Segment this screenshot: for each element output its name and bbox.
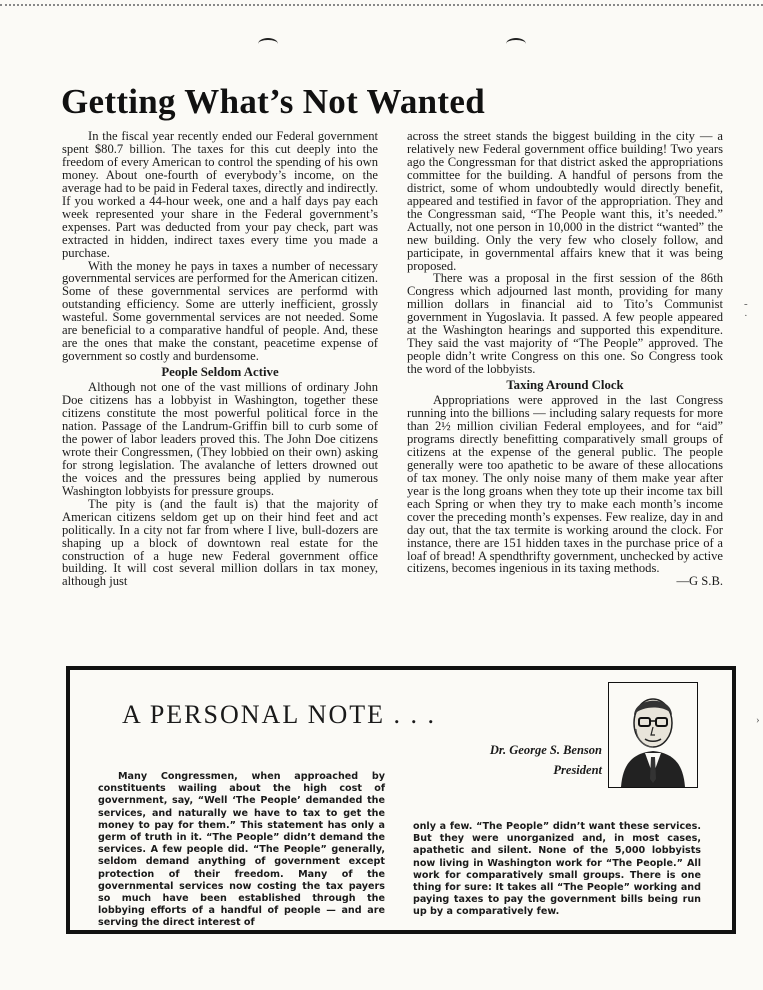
article-title: Getting What’s Not Wanted <box>61 82 485 121</box>
paragraph: There was a proposal in the first session of the 86th Congress which adjourned last month, providing for many million dollars in financial aid to Tito’s Communist government in Yugoslavia. It passed. A few people appeared at the Washington hearings and supported this expenditure. They said the vast majority of “The People” approved. The people didn’t write Congress on this one. So Congress took the word of the lobbyists. <box>407 271 723 377</box>
register-mark-left <box>258 38 278 50</box>
margin-mark: › <box>756 714 760 726</box>
paragraph-text: Appropriations were approved in the last Congress running into the billions — including salary requests for more than 2½ million civilian Federal employees, and for “aid” programs directly benefitting comparatively small groups of citizens at the expense of the general public. The people generally were too apathetic to be aware of these allocations of tax money. The only noise many of them make year after year is the long groans when they tote up their income tax bill each Spring or when they try to make each month’s income cover the preceding month’s expenses. Few realize, day in and day out, that the tax termite is working around the clock. For instance, there are 151 hidden taxes in the purchase price of a loaf of bread! A spendthrifty government, unchecked by active citizens, becomes ingenious in its taxing methods. <box>407 393 723 576</box>
personal-note-box <box>66 666 736 934</box>
signature: —G S.B. <box>676 574 723 589</box>
top-dotted-rule <box>0 4 763 6</box>
article-column-right <box>407 130 723 588</box>
paragraph: across the street stands the biggest building in the city — a relatively new Federal government office building! Two years ago the Congressman for that district asked the appropriations committee for the building. A handful of persons from the district, some of whom undoubtedly would directly benefit, appeared and testified in favor of the appropriation. They and the Congressman said, “The People want this, it’s needed.” Actually, not one person in 10,000 in the district “wanted” the new building. Only the very few who closely follow, and participate, in governmental affairs knew that it was being proposed. <box>407 129 723 273</box>
paragraph: Although not one of the vast millions of ordinary John Doe citizens has a lobbyist in Washington, together these citizens constitute the most powerful political force in the nation. Passage of the Landrum-Griffin bill to curb some of the power of labor leaders proved this. The John Doe citizens wrote their Congressmen, (They lobbied on their own) asking for strong legislation. The avalanche of letters drowned out the voices and the pressures being applied by numerous Washington lobbyists for pressure groups. <box>62 380 378 498</box>
article-column-left <box>62 130 378 588</box>
paragraph: The pity is (and the fault is) that the majority of American citizens seldom get up on their hind feet and act politically. In a city not far from where I live, bull-dozers are shaping up a block of downtown real estate for the construction of a huge new Federal government office building. It will cost several million dollars in tax money, although just <box>62 496 378 589</box>
note-title: A PERSONAL NOTE . . . <box>122 700 437 729</box>
paragraph: In the fiscal year recently ended our Federal government spent $80.7 billion. The taxes for this cut deeply into the freedom of every American to control the spending of his own money. About one-fourth of everybody’s income, on the average had to be paid in Federal taxes, directly and indirectly. If you worked a 44-hour week, one and a half days pay each week represented your share in the Federal government’s expenses. Part was deducted from your pay check, part was extracted in hidden, indirect taxes every time you made a purchase. <box>62 129 378 260</box>
author-name: Dr. George S. Benson <box>489 743 602 757</box>
byline <box>490 740 602 780</box>
note-column-left: Many Congressmen, when approached by constituents wailing about the high cost of government, say, “Well ‘The People’ demanded the services, and naturally we have to tax to get the money to pay for them.” This statement has only a germ of truth in it. “The People” didn’t demand the services. A few people did. “The People” generally, seldom demand anything of government except protection of their freedom. Many of the governmental services now costing the tax payers so much have been established through the lobbying efforts of a handful of people — and are serving the direct interest of <box>98 771 385 929</box>
section-heading: People Seldom Active <box>161 365 279 380</box>
portrait-illustration <box>609 683 697 787</box>
paragraph: With the money he pays in taxes a number of necessary governmental services are performed for the American citizen. Some of these governmental services are performd with outstanding efficiency. Some are utterly inefficient, grossly wasteful. Some governmental services are not needed. Some are beneficial to a comparative handful of people. And, these are the ones that make the constant, peacetime expense of government so costly and burdensome. <box>62 258 378 364</box>
margin-mark: · <box>744 310 748 322</box>
register-mark-right <box>506 38 526 50</box>
section-heading: Taxing Around Clock <box>506 378 624 393</box>
author-role: President <box>553 763 602 777</box>
paragraph <box>407 393 723 589</box>
note-column-right: only a few. “The People” didn’t want these services. But they were unorganized and, in most cases, apathetic and silent. None of the 5,000 lobbyists now living in Washington work for “The People.” All work for comparatively small groups. There is one thing for sure: It takes all “The People” working and paying taxes to pay the government bills being run up by a comparatively few. <box>413 821 701 918</box>
margin-mark: - <box>744 298 748 310</box>
author-portrait <box>608 682 698 788</box>
